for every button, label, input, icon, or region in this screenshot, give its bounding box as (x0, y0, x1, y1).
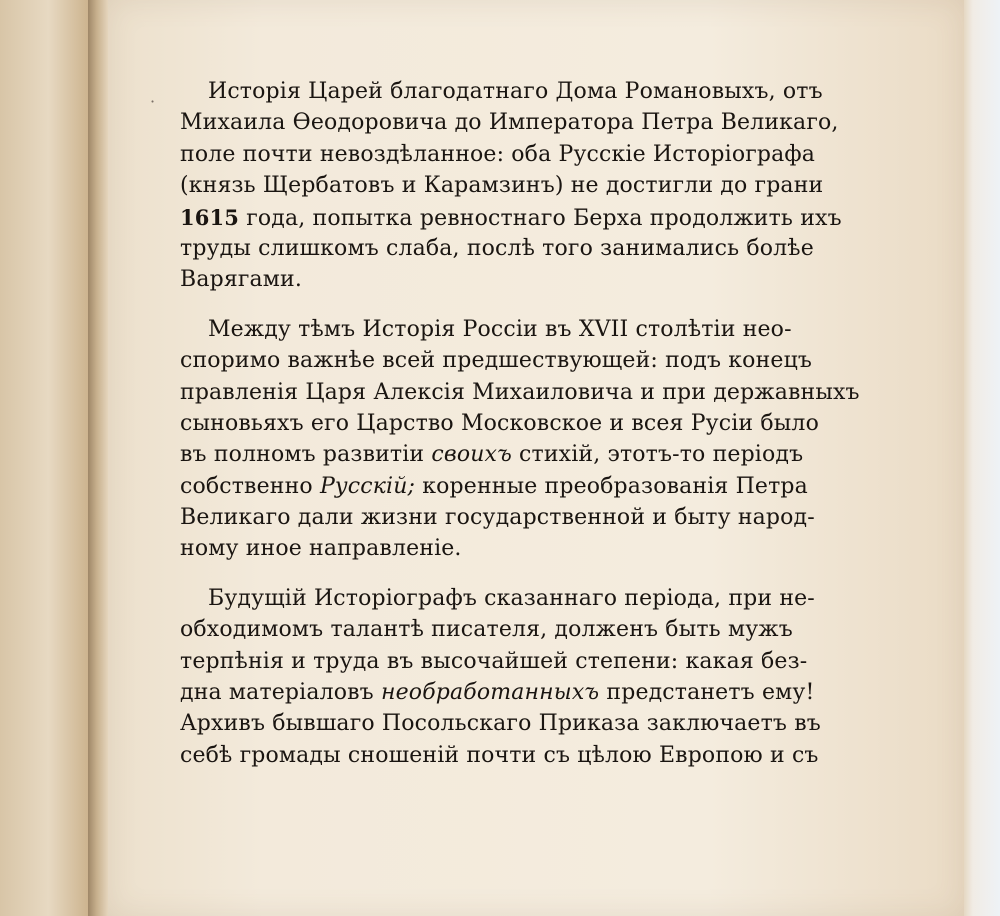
line-text: дна матеріаловъ (180, 680, 381, 706)
text-line (180, 439, 860, 470)
line-text: коренные преобразованія Петра (415, 473, 808, 499)
italic-word: необработанныхъ (380, 680, 600, 706)
text-line: правленія Царя Алексія Михаиловича и при державныхъ (180, 379, 860, 405)
text-line (180, 202, 860, 233)
text-line: ному иное направленіе. (180, 536, 462, 562)
text-line: сыновьяхъ его Царство Московское и всея Русіи было (180, 410, 819, 436)
line-text: года, попытка ревностнаго Берха продолжить ихъ (239, 205, 842, 231)
text-line: Михаила Ѳеодоровича до Императора Петра Великаго, (180, 110, 839, 136)
page-text (180, 76, 860, 771)
text-line: обходимомъ талантѣ писателя, долженъ быть мужъ (180, 617, 793, 643)
line-text: собственно (180, 473, 320, 499)
italic-word: Русскій; (319, 473, 416, 499)
text-line: споримо важнѣе всей предшествующей: подъ конецъ (180, 348, 813, 374)
text-line: труды слишкомъ слаба, послѣ того занимались болѣе (180, 235, 814, 261)
text-line: терпѣнія и труда въ высочайшей степени: какая без- (180, 648, 808, 674)
italic-word: своихъ (431, 442, 512, 468)
text-line: себѣ громады сношеній почти съ цѣлою Европою и съ (180, 742, 819, 768)
bold-year: 1615 (180, 204, 240, 230)
margin-mark: · (150, 92, 156, 111)
text-line (180, 677, 860, 708)
line-text: въ полномъ развитіи (180, 442, 432, 468)
text-line: (князь Щербатовъ и Карамзинъ) не достигли до грани (180, 173, 824, 199)
text-line: Архивъ бывшаго Посольскаго Приказа заключаетъ въ (180, 711, 821, 737)
text-line: Между тѣмъ Исторія Россіи въ XVII столѣтіи нео- (208, 316, 792, 342)
text-line: Великаго дали жизни государственной и быту народ- (180, 505, 815, 531)
text-line: Исторія Царей благодатнаго Дома Романовыхъ, отъ (208, 79, 823, 104)
text-line (180, 471, 860, 502)
book-gutter (88, 0, 110, 916)
text-line: Будущій Исторіографъ сказаннаго періода, при не- (208, 585, 815, 611)
text-line: поле почти невоздѣланное: оба Русскіе Исторіографа (180, 141, 816, 167)
text-line: Варягами. (180, 267, 303, 293)
left-page-edge (0, 0, 88, 916)
right-page-edge (964, 0, 1000, 916)
line-text: стихій, этотъ-то періодъ (511, 442, 804, 468)
line-text: предстанетъ ему! (599, 680, 815, 706)
